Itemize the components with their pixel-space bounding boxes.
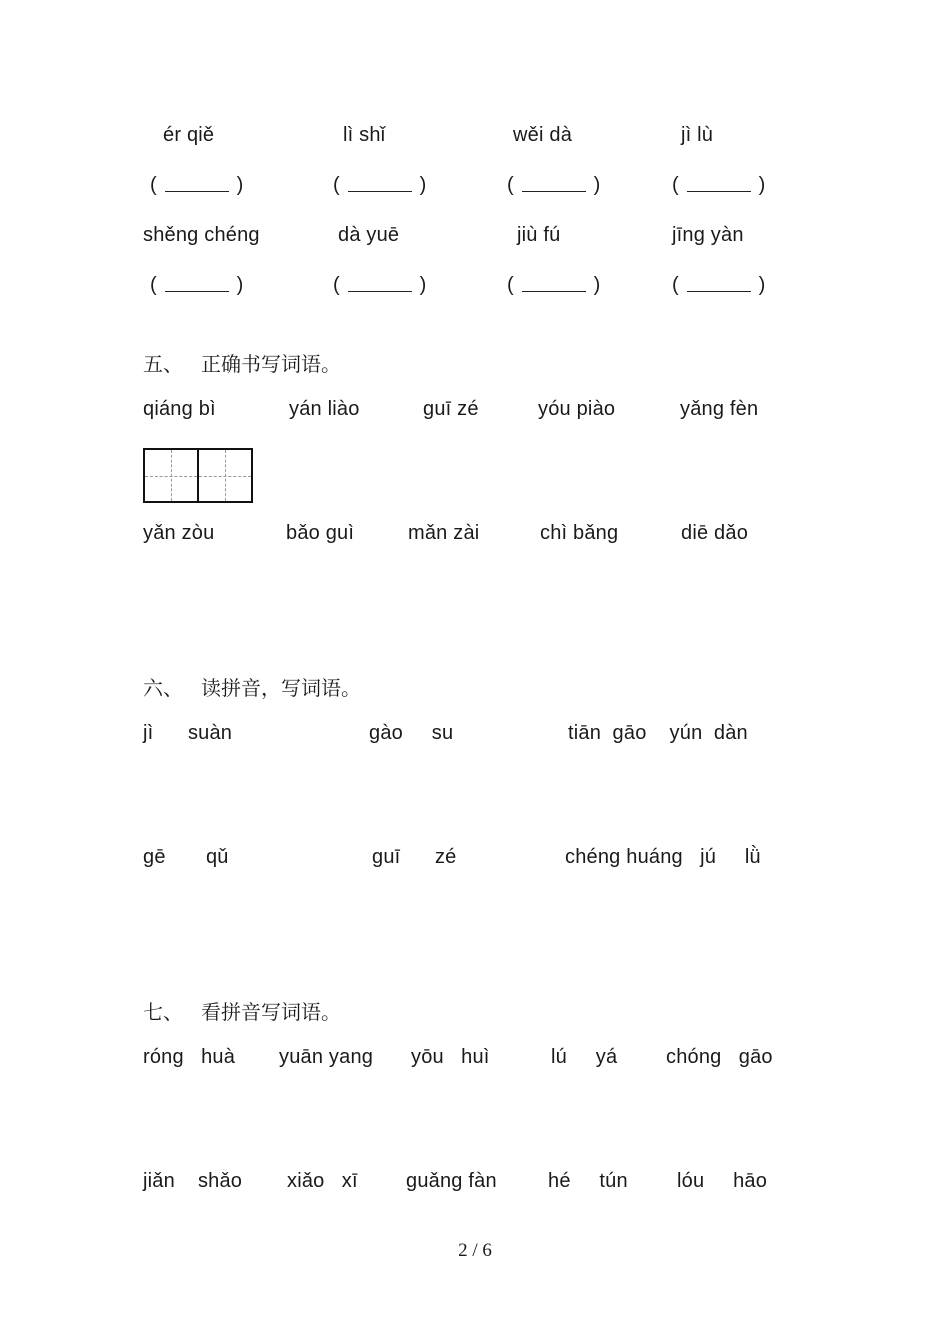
pinyin-item: ér qiě — [163, 124, 215, 146]
paren-open: ( — [150, 274, 157, 296]
blank-line — [522, 290, 586, 292]
paren-open: ( — [333, 274, 340, 296]
pinyin-item: guī zé — [423, 398, 479, 420]
pinyin-item: róng huà — [143, 1046, 236, 1068]
section-number: 五、 — [143, 352, 183, 376]
pinyin-item: yuān yang — [279, 1046, 374, 1068]
pinyin-item: wěi dà — [513, 124, 573, 146]
section-heading — [143, 672, 361, 701]
pinyin-item: chóng gāo — [666, 1046, 773, 1068]
answer-blank[interactable] — [507, 174, 600, 197]
paren-open: ( — [150, 174, 157, 196]
pinyin-item: dà yuē — [338, 224, 400, 246]
section-heading — [143, 996, 341, 1025]
blank-line — [348, 190, 412, 192]
paren-close: ) — [758, 174, 766, 196]
pinyin-item: jiù fú — [517, 224, 561, 246]
pinyin-item: yōu huì — [411, 1046, 490, 1068]
paren-close: ) — [236, 274, 244, 296]
pinyin-item: lì shǐ — [343, 124, 386, 146]
blank-line — [348, 290, 412, 292]
answer-blank[interactable] — [672, 274, 765, 297]
pinyin-item: jīng yàn — [672, 224, 744, 246]
page-number: 2 / 6 — [458, 1240, 492, 1261]
pinyin-item: diē dǎo — [681, 522, 749, 544]
paren-close: ) — [593, 274, 601, 296]
paren-close: ) — [758, 274, 766, 296]
writing-grid[interactable] — [143, 448, 253, 503]
pinyin-item: mǎn zài — [408, 522, 480, 544]
pinyin-item: hé tún — [548, 1170, 628, 1192]
grid-cell[interactable] — [197, 450, 251, 501]
pinyin-item: jiǎn shǎo — [143, 1170, 243, 1192]
pinyin-item: jì suàn — [143, 722, 233, 744]
paren-open: ( — [507, 174, 514, 196]
answer-blank[interactable] — [150, 274, 243, 297]
blank-line — [687, 190, 751, 192]
answer-blank[interactable] — [333, 274, 426, 297]
blank-line — [522, 190, 586, 192]
paren-open: ( — [672, 274, 679, 296]
grid-cell[interactable] — [145, 450, 197, 501]
pinyin-item: qiáng bì — [143, 398, 216, 420]
paren-open: ( — [672, 174, 679, 196]
pinyin-item: lóu hāo — [677, 1170, 768, 1192]
pinyin-item: yán liào — [289, 398, 360, 420]
section-heading — [143, 348, 341, 377]
paren-open: ( — [333, 174, 340, 196]
paren-close: ) — [236, 174, 244, 196]
paren-close: ) — [419, 274, 427, 296]
answer-blank[interactable] — [333, 174, 426, 197]
pinyin-item: guǎng fàn — [406, 1170, 497, 1192]
section-title: 读拼音，写词语。 — [201, 676, 361, 700]
blank-line — [165, 190, 229, 192]
pinyin-item: jì lù — [681, 124, 714, 146]
paren-close: ) — [419, 174, 427, 196]
blank-line — [165, 290, 229, 292]
section-number: 六、 — [143, 676, 183, 700]
paren-open: ( — [507, 274, 514, 296]
pinyin-item: xiǎo xī — [287, 1170, 358, 1192]
pinyin-item: lú yá — [551, 1046, 618, 1068]
blank-line — [687, 290, 751, 292]
answer-blank[interactable] — [672, 174, 765, 197]
pinyin-item: yóu piào — [538, 398, 616, 420]
section-title: 看拼音写词语。 — [201, 1000, 341, 1024]
pinyin-item: guī zé — [372, 846, 457, 868]
pinyin-item: shěng chéng — [143, 224, 260, 246]
pinyin-item: bǎo guì — [286, 522, 355, 544]
answer-blank[interactable] — [150, 174, 243, 197]
pinyin-item: chì bǎng — [540, 522, 619, 544]
paren-close: ) — [593, 174, 601, 196]
pinyin-item: gē qǔ — [143, 846, 229, 868]
pinyin-item: yǎng fèn — [680, 398, 759, 420]
answer-blank[interactable] — [507, 274, 600, 297]
pinyin-item: chéng huáng jú lǜ — [565, 846, 761, 868]
pinyin-item: tiān gāo yún dàn — [568, 722, 748, 744]
pinyin-item: yǎn zòu — [143, 522, 215, 544]
pinyin-item: gào su — [369, 722, 454, 744]
section-title: 正确书写词语。 — [201, 352, 341, 376]
section-number: 七、 — [143, 1000, 183, 1024]
